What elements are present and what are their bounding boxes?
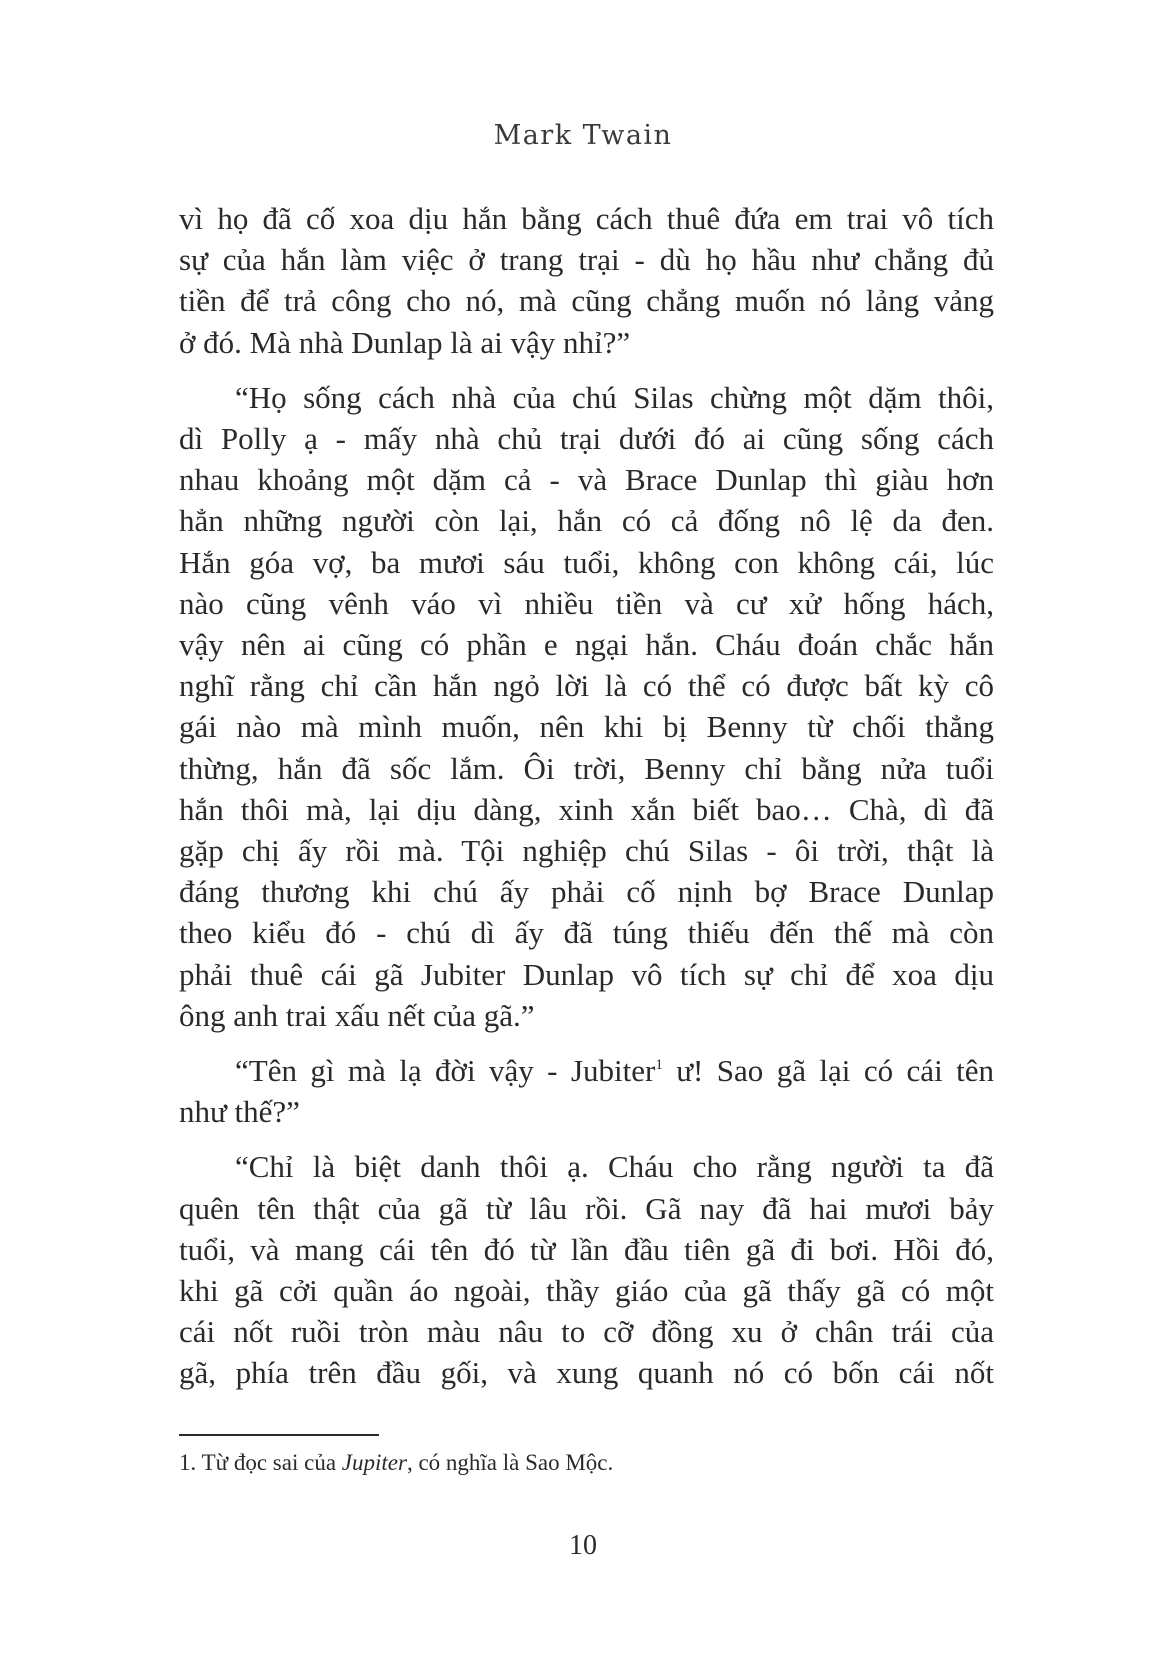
text-line: gái nào mà mình muốn, nên khi bị Benny từ chối thẳng	[179, 709, 994, 745]
text-line: nghĩ rằng chỉ cần hắn ngỏ lời là có thể có được bất kỳ cô	[179, 668, 994, 704]
paragraph	[179, 377, 994, 1036]
text-line: vậy nên ai cũng có phần e ngại hắn. Cháu đoán chắc hắn	[179, 627, 994, 663]
text-line: Hắn góa vợ, ba mươi sáu tuổi, không con không cái, lúc	[179, 544, 994, 580]
text-line: nào cũng vênh váo vì nhiều tiền và cư xử hống hách,	[179, 585, 994, 621]
text-line: ông anh trai xấu nết của gã.”	[179, 997, 535, 1033]
text-line: tiền để trả công cho nó, mà cũng chẳng muốn nó lảng vảng	[179, 283, 994, 319]
footnote-text: 1. Từ đọc sai của	[179, 1450, 342, 1475]
text-line: tuổi, và mang cái tên đó từ lần đầu tiên gã đi bơi. Hồi đó,	[179, 1231, 994, 1267]
text-line: ở đó. Mà nhà Dunlap là ai vậy nhỉ?”	[179, 324, 631, 360]
text-line: phải thuê cái gã Jubiter Dunlap vô tích sự chỉ để xoa dịu	[179, 956, 994, 992]
text-segment: ư! Sao gã lại có cái tên	[662, 1053, 994, 1089]
text-line: gặp chị ấy rồi mà. Tội nghiệp chú Silas - ôi trời, thật là	[179, 833, 994, 869]
paragraph	[179, 198, 994, 363]
footnote-divider	[179, 1434, 379, 1436]
text-line: “Họ sống cách nhà của chú Silas chừng một dặm thôi,	[235, 379, 994, 415]
body-text	[179, 198, 994, 1408]
paragraph	[179, 1146, 994, 1393]
text-line: dì Polly ạ - mấy nhà chủ trại dưới đó ai cũng sống cách	[179, 421, 994, 457]
text-line: theo kiểu đó - chú dì ấy đã túng thiếu đến thế mà còn	[179, 915, 994, 951]
page-number: 10	[569, 1530, 597, 1561]
text-segment: “Tên gì mà lạ đời vậy - Jubiter	[235, 1053, 656, 1089]
text-line: “Chỉ là biệt danh thôi ạ. Cháu cho rằng người ta đã	[235, 1149, 994, 1185]
footnote	[179, 1448, 994, 1478]
text-line: gã, phía trên đầu gối, và xung quanh nó có bốn cái nốt	[179, 1355, 994, 1391]
text-line	[179, 1050, 994, 1091]
text-line: đáng thương khi chú ấy phải cố nịnh bợ Brace Dunlap	[179, 874, 994, 910]
footnote-term: Jupiter	[341, 1450, 407, 1475]
text-line: khi gã cởi quần áo ngoài, thầy giáo của gã thấy gã có một	[179, 1273, 994, 1309]
text-line: hẳn những người còn lại, hắn có cả đống nô lệ da đen.	[179, 503, 994, 539]
text-line: vì họ đã cố xoa dịu hắn bằng cách thuê đứa em trai vô tích	[179, 201, 994, 236]
text-line: nhau khoảng một dặm cả - và Brace Dunlap thì giàu hơn	[179, 462, 994, 498]
text-line: như thế?”	[179, 1094, 300, 1130]
text-line: cái nốt ruồi tròn màu nâu to cỡ đồng xu ở chân trái của	[179, 1314, 994, 1350]
text-line: quên tên thật của gã từ lâu rồi. Gã nay đã hai mươi bảy	[179, 1190, 994, 1226]
footnote-text: , có nghĩa là Sao Mộc.	[406, 1450, 614, 1475]
running-header: Mark Twain	[493, 120, 673, 151]
text-line: hắn thôi mà, lại dịu dàng, xinh xắn biết bao… Chà, dì đã	[179, 791, 994, 827]
text-line: sự của hắn làm việc ở trang trại - dù họ hầu như chẳng đủ	[179, 242, 994, 278]
paragraph	[179, 1050, 994, 1132]
footnote-marker: 1	[655, 1057, 663, 1074]
text-line: thừng, hắn đã sốc lắm. Ôi trời, Benny chỉ bằng nửa tuổi	[179, 750, 994, 786]
